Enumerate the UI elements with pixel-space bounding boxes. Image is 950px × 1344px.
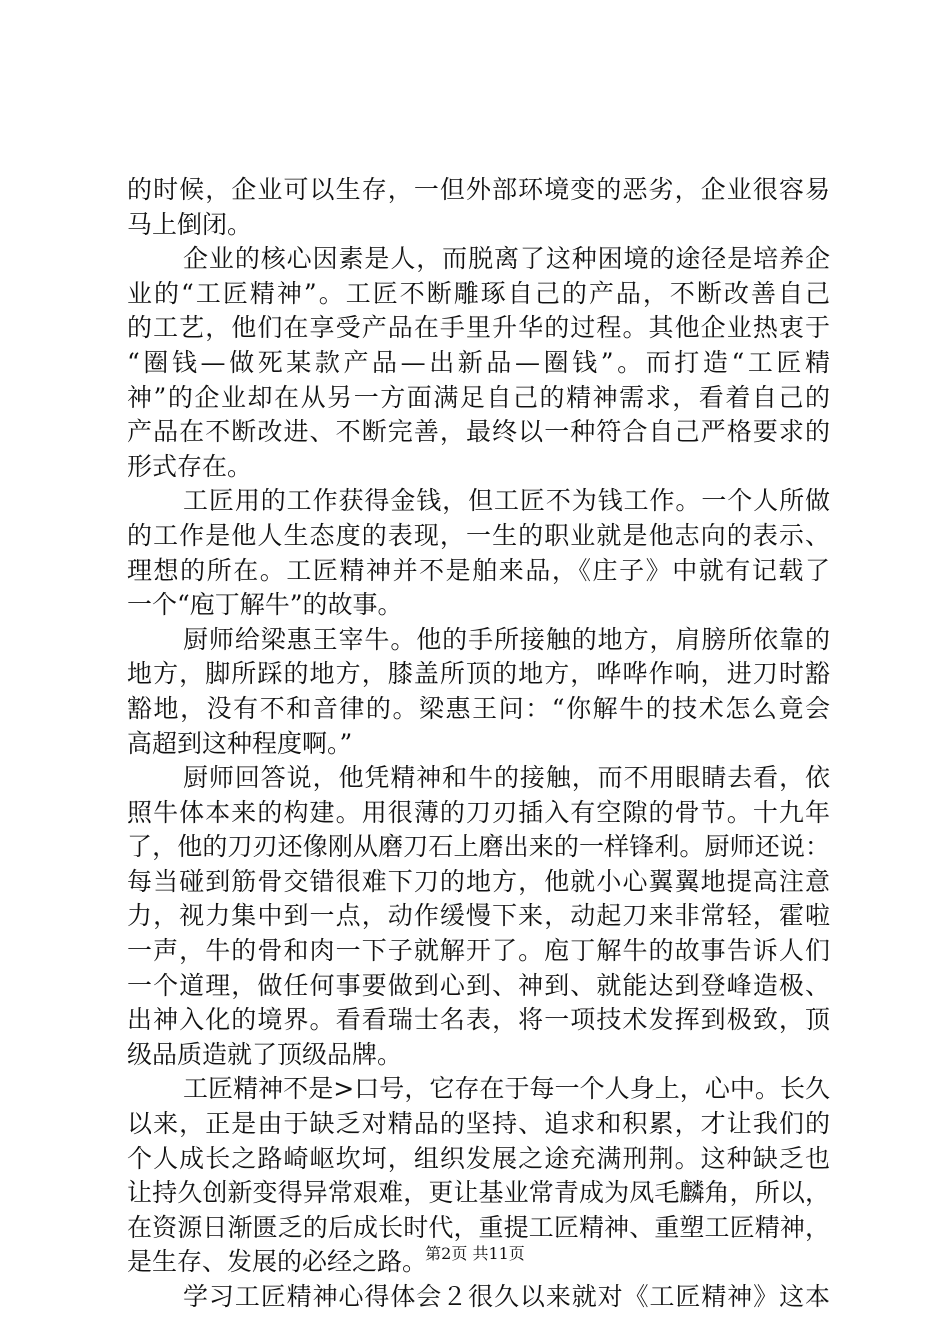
text-line: 高超到这种程度啊。” [127,728,353,758]
text-line: 理想的所在。工匠精神并不是舶来品，《庄子》中就有记载了 [127,555,830,585]
text-line: 个人成长之路崎岖坎坷，组织发展之途充满刑荆。这种缺乏也 [127,1143,830,1173]
text-line: 豁地，没有不和音律的。梁惠王问：“你解牛的技术怎么竟会 [127,693,830,723]
text-line: 神”的企业却在从另一方面满足自己的精神需求，看着自己的 [127,382,830,412]
text-line: 厨师回答说，他凭精神和牛的接触，而不用眼睛去看，依 [183,763,830,793]
text-line: 了，他的刀刃还像刚从磨刀石上磨出来的一样锋利。厨师还说： [127,832,830,862]
text-line: 级品质造就了顶级品牌。 [127,1039,403,1069]
text-line: 地方，脚所踩的地方，膝盖所顶的地方，哗哗作响，进刀时豁 [127,659,830,689]
text-line: 照牛体本来的构建。用很薄的刀刃插入有空隙的骨节。十九年 [127,797,830,827]
document-body [127,173,830,1315]
text-line: 形式存在。 [127,451,253,481]
page-number-footer: 第2页 共11页 [425,1244,525,1263]
text-line: 的时候，企业可以生存，一但外部环境变的恶劣，企业很容易 [127,175,830,204]
text-line: 一个道理，做任何事要做到心到、神到、就能达到登峰造极、 [127,970,830,1000]
text-line: 学习工匠精神心得体会２很久以来就对《工匠精神》这本 [183,1282,830,1311]
text-line: 力，视力集中到一点，动作缓慢下来，动起刀来非常轻，霍啦 [127,901,830,931]
text-line: 以来，正是由于缺乏对精品的坚持、追求和积累，才让我们的 [127,1109,830,1139]
text-line: 每当碰到筋骨交错很难下刀的地方，他就小心翼翼地提高注意 [127,866,830,896]
text-line: 工匠精神不是>口号，它存在于每一个人身上，心中。长久 [183,1074,830,1104]
text-line: 产品在不断改进、不断完善，最终以一种符合自己严格要求的 [127,417,830,447]
text-line: 马上倒闭。 [127,209,253,239]
text-line: 的工作是他人生态度的表现，一生的职业就是他志向的表示、 [127,520,830,550]
text-line: 让持久创新变得异常艰难，更让基业常青成为凤毛麟角，所以， [127,1178,830,1208]
text-line: 是生存、发展的必经之路。 [127,1247,428,1277]
text-line: 工匠用的工作获得金钱，但工匠不为钱工作。一个人所做 [183,486,830,516]
text-line: 企业的核心因素是人，而脱离了这种困境的途径是培养企 [183,244,830,274]
text-line: 出神入化的境界。看看瑞士名表，将一项技术发挥到极致，顶 [127,1005,830,1035]
text-line: “圈钱—做死某款产品—出新品—圈钱”。而打造“工匠精 [127,347,830,377]
text-line: 在资源日渐匮乏的后成长时代，重提工匠精神、重塑工匠精神， [127,1212,830,1242]
text-line: 一个“庖丁解牛”的故事。 [127,590,403,620]
text-line: 一声，牛的骨和肉一下子就解开了。庖丁解牛的故事告诉人们 [127,936,830,966]
text-line: 业的“工匠精神”。工匠不断雕琢自己的产品，不断改善自己 [127,278,830,308]
text-line: 的工艺，他们在享受产品在手里升华的过程。其他企业热衷于 [127,313,830,343]
text-line: 厨师给梁惠王宰牛。他的手所接触的地方，肩膀所依靠的 [183,624,830,654]
